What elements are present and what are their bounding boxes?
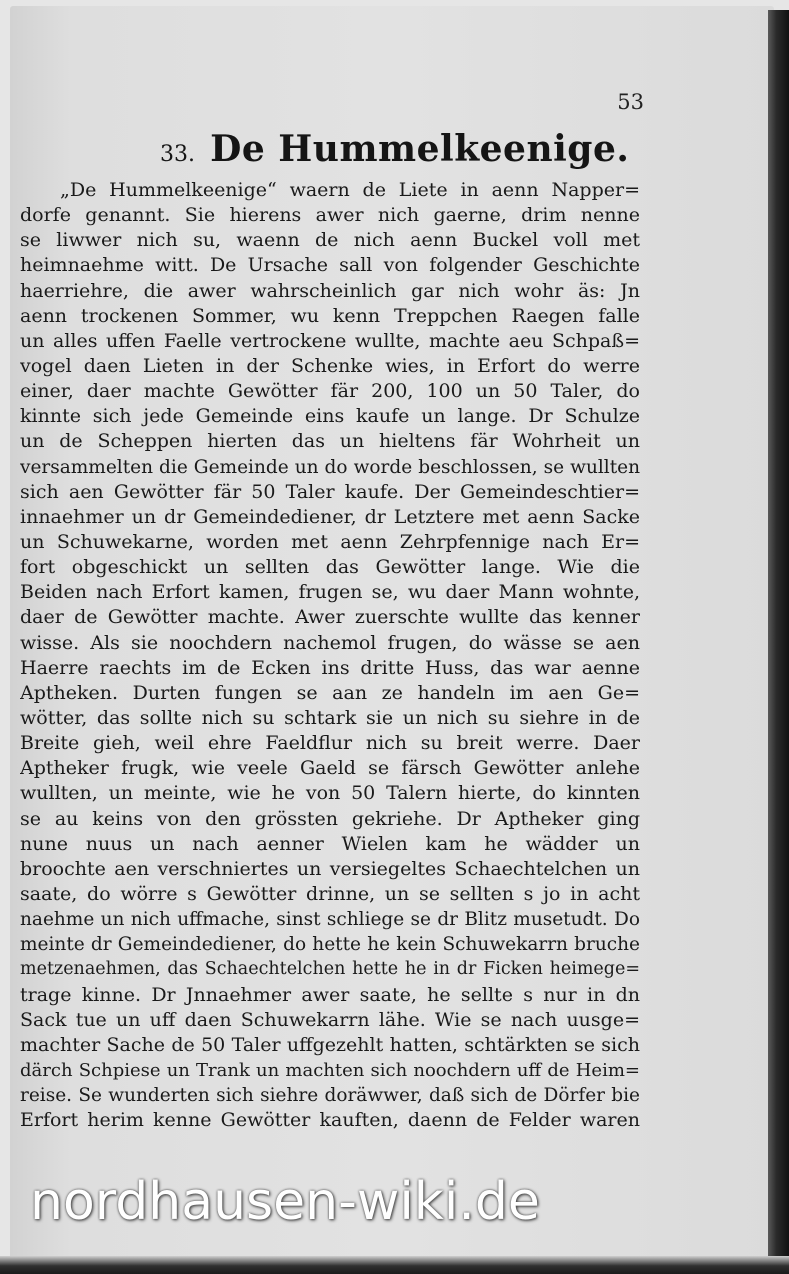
text-line: un Schuwekarne, worden met aenn Zehrpfennige nach Er=: [20, 530, 640, 553]
text-line: innaehmer un dr Gemeindediener, dr Letztere met aenn Sacke: [20, 505, 640, 528]
text-line: broochte aen verschniertes un versiegeltes Schaechtelchen un: [20, 857, 640, 880]
text-line: haerriehre, die awer wahrscheinlich gar nich wohr äs: Jn: [20, 279, 640, 302]
text-line: fort obgeschickt un sellten das Gewötter lange. Wie die: [20, 556, 640, 579]
text-line: metzenaehmen, das Schaechtelchen hette he in dr Ficken heimege=: [20, 959, 640, 980]
text-line: Breite gieh, weil ehre Faeldflur nich su breit werre. Daer: [20, 732, 640, 755]
text-line: einer, daer machte Gewötter fär 200, 100 un 50 Taler, do: [20, 380, 640, 403]
chapter-heading: [160, 128, 630, 170]
page-number: 53: [617, 90, 644, 114]
text-line: naehme un nich uffmache, sinst schliege se dr Blitz musetudt. Do: [20, 909, 640, 931]
text-line: vogel daen Lieten in der Schenke wies, in Erfort do werre: [20, 354, 640, 377]
text-line: se au keins von den grössten gekriehe. Dr Aptheker ging: [20, 807, 640, 830]
text-line: Erfort herim kenne Gewötter kauften, daenn de Felder waren: [20, 1109, 640, 1132]
text-line: wullten, un meinte, wie he von 50 Talern hierte, do kinnten: [20, 782, 640, 805]
text-line: un alles uffen Faelle vertrockene wullte, machte aeu Schpaß=: [20, 329, 640, 352]
text-line: meinte dr Gemeindediener, do hette he kein Schuwekarrn bruche: [20, 934, 640, 956]
site-watermark: nordhausen-wiki.de: [30, 1172, 540, 1232]
text-line: un de Scheppen hierten das un hieltens fär Wohrheit un: [20, 430, 640, 453]
text-line: Aptheker frugk, wie veele Gaeld se färsch Gewötter anlehe: [20, 757, 640, 780]
text-line: kinnte sich jede Gemeinde eins kaufe un lange. Dr Schulze: [20, 405, 640, 428]
body-text: [20, 178, 640, 1133]
text-line: daer de Gewötter machte. Awer zuerschte wullte das kenner: [20, 606, 640, 629]
text-line: versammelten die Gemeinde un do worde beschlossen, se wullten: [20, 456, 640, 478]
text-line: därch Schpiese un Trank un machten sich noochdern uff de Heim=: [20, 1059, 640, 1081]
text-line: nune nuus un nach aenner Wielen kam he wädder un: [20, 832, 640, 855]
text-line: reise. Se wunderten sich siehre doräwwer, daß sich de Dörfer bie: [20, 1085, 640, 1107]
text-line: Haerre raechts im de Ecken ins dritte Huss, das war aenne: [20, 656, 640, 679]
page-bottom-edge: [0, 1256, 789, 1274]
text-line: Sack tue un uff daen Schuwekarrn lähe. Wie se nach uusge=: [20, 1008, 640, 1031]
book-spine-shadow: [768, 10, 789, 1274]
text-line: wisse. Als sie noochdern nachemol frugen, do wässe se aen: [20, 631, 640, 654]
chapter-title: De Hummelkeenige.: [210, 128, 630, 170]
text-line: wötter, das sollte nich su schtark sie un nich su siehre in de: [20, 706, 640, 729]
chapter-number: 33.: [160, 142, 195, 167]
text-line: Aptheken. Durten fungen se aan ze handeln im aen Ge=: [20, 681, 640, 704]
text-line: sich aen Gewötter fär 50 Taler kaufe. Der Gemeindeschtier=: [20, 480, 640, 503]
text-line: Beiden nach Erfort kamen, frugen se, wu daer Mann wohnte,: [20, 581, 640, 604]
text-line: „De Hummelkeenige“ waern de Liete in aenn Napper=: [60, 179, 640, 201]
text-line: trage kinne. Dr Jnnaehmer awer saate, he sellte s nur in dn: [20, 983, 640, 1006]
text-line: heimnaehme witt. De Ursache sall von folgender Geschichte: [20, 254, 640, 277]
text-line: se liwwer nich su, waenn de nich aenn Buckel voll met: [20, 229, 640, 252]
text-line: aenn trockenen Sommer, wu kenn Treppchen Raegen falle: [20, 304, 640, 327]
text-line: dorfe genannt. Sie hierens awer nich gaerne, drim nenne: [20, 204, 640, 227]
text-line: machter Sache de 50 Taler uffgezehlt hatten, schtärkten se sich: [20, 1033, 640, 1056]
text-line: saate, do wörre s Gewötter drinne, un se sellten s jo in acht: [20, 882, 640, 905]
